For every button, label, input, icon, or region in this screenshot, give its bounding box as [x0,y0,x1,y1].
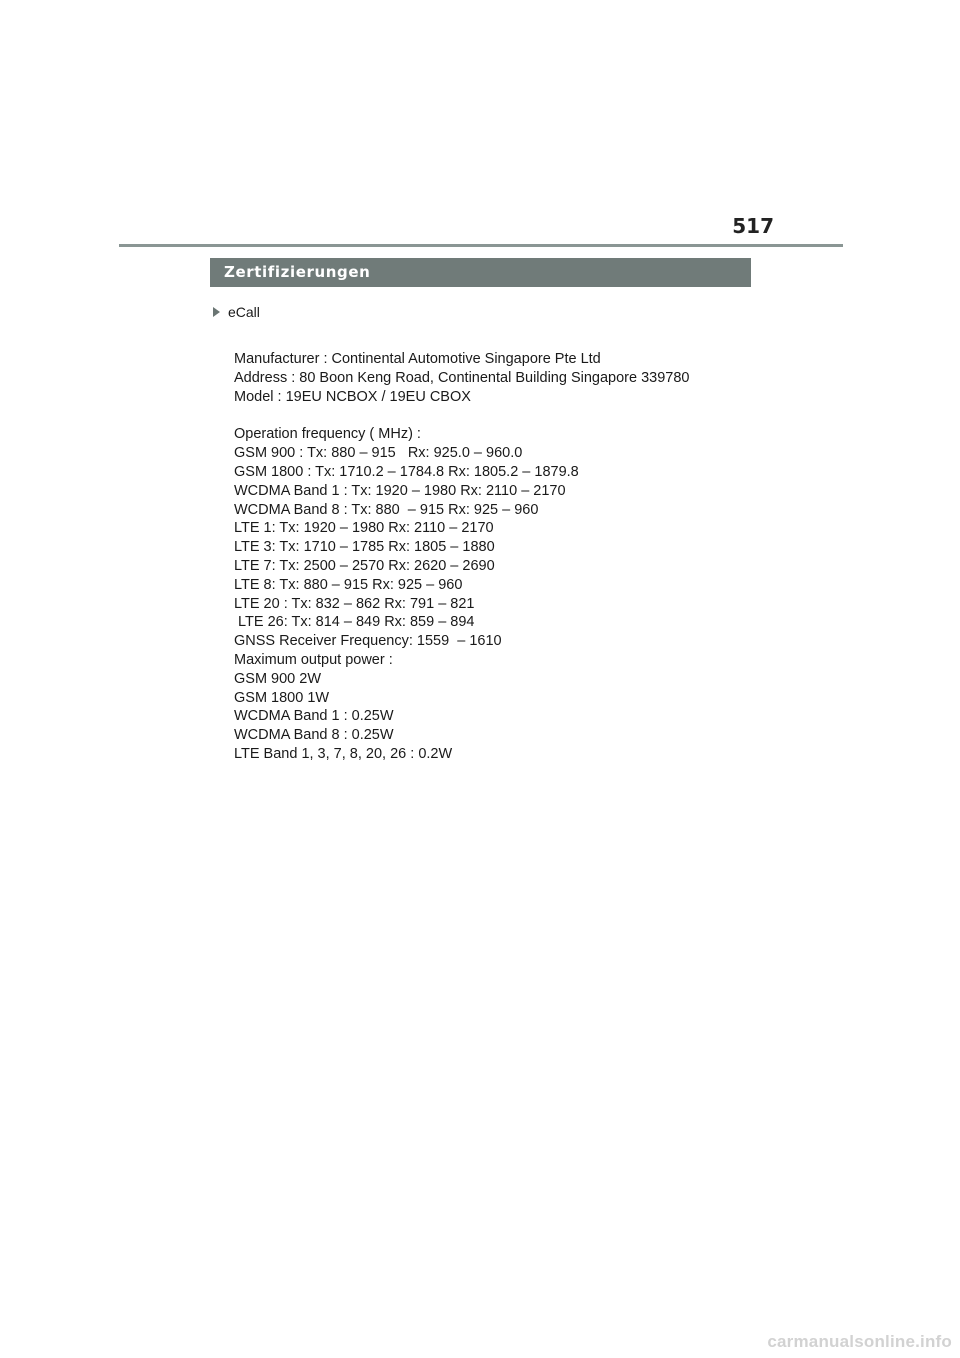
output-power-line: GSM 1800 1W [234,689,330,706]
manufacturer-line: Manufacturer : Continental Automotive Singapore Pte Ltd [234,351,601,367]
frequency-line: LTE 20 : Tx: 832 – 862 Rx: 791 – 821 [234,595,475,612]
certification-block [234,350,754,764]
frequency-line: WCDMA Band 8 : Tx: 880 – 915 Rx: 925 – 960 [234,501,539,518]
model-line: Model : 19EU NCBOX / 19EU CBOX [234,388,471,405]
bullet-label: eCall [228,304,260,320]
output-power-line: GSM 900 2W [234,670,322,687]
paragraph-gap [234,406,754,425]
section-title: Zertifizierungen [224,263,371,281]
output-power-line: WCDMA Band 1 : 0.25W [234,708,394,725]
output-power-heading: Maximum output power : [234,651,393,668]
page-number: 517 [732,214,774,238]
frequency-line: LTE 7: Tx: 2500 – 2570 Rx: 2620 – 2690 [234,557,495,574]
frequency-line: GSM 1800 : Tx: 1710.2 – 1784.8 Rx: 1805.2 – 1879.8 [234,463,579,480]
frequency-heading: Operation frequency ( MHz) : [234,426,421,443]
frequency-line: LTE 3: Tx: 1710 – 1785 Rx: 1805 – 1880 [234,539,495,556]
address-line: Address : 80 Boon Keng Road, Continental Building Singapore 339780 [234,369,690,386]
frequency-line: WCDMA Band 1 : Tx: 1920 – 1980 Rx: 2110 – 2170 [234,482,566,499]
output-power-line: LTE Band 1, 3, 7, 8, 20, 26 : 0.2W [234,745,453,762]
frequency-line: LTE 8: Tx: 880 – 915 Rx: 925 – 960 [234,576,463,593]
bullet-item [213,302,260,322]
section-header [210,258,751,287]
frequency-line: GSM 900 : Tx: 880 – 915 Rx: 925.0 – 960.0 [234,445,523,462]
output-power-line: WCDMA Band 8 : 0.25W [234,727,394,744]
frequency-line: LTE 1: Tx: 1920 – 1980 Rx: 2110 – 2170 [234,520,494,537]
watermark: carmanualsonline.info [767,1332,952,1351]
frequency-line: LTE 26: Tx: 814 – 849 Rx: 859 – 894 [234,614,475,631]
header-rule [119,244,843,247]
triangle-right-icon [213,307,220,317]
gnss-line: GNSS Receiver Frequency: 1559 – 1610 [234,633,502,650]
